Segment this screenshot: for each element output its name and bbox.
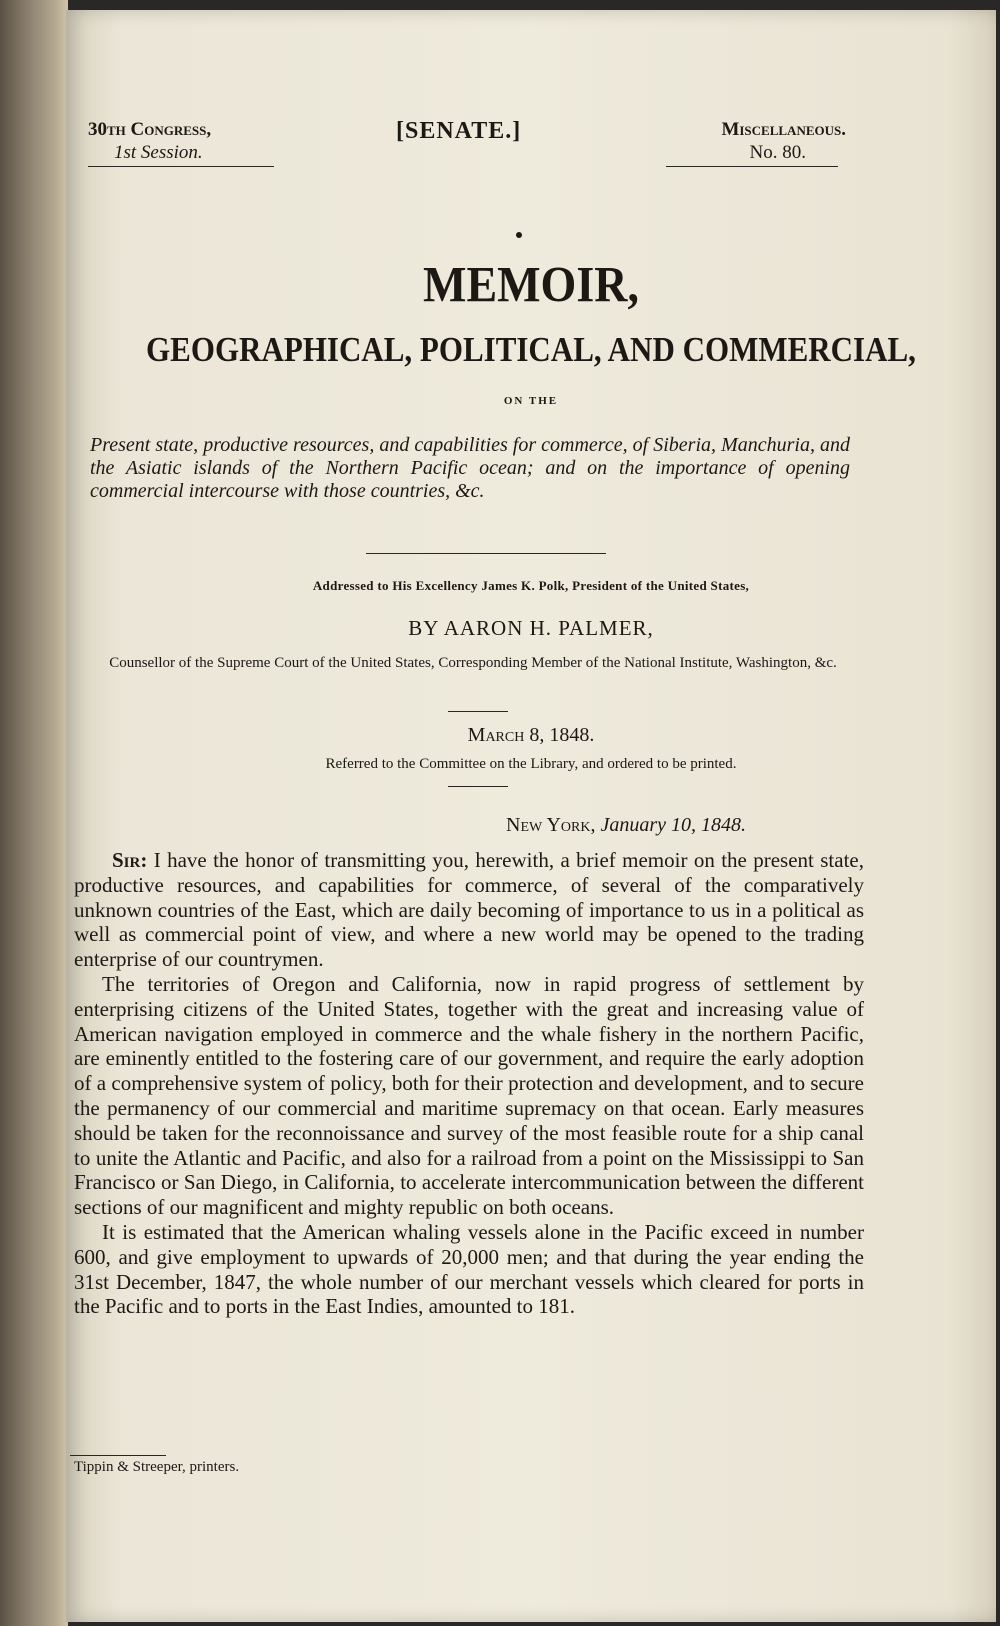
letter-paragraph: The territories of Oregon and California, now in rapid progress of settlement by enterprising citizens of the United States, together with the great and increasing value of American navigation employed in commerce and the whale fishery in the northern Pacific, are eminently entitled to the fostering care of our government, and require the early adoption of a comprehensive system of policy, both for their protection and development, and to secure the permanency of our commercial and maritime supremacy on that ocean. Early measures should be taken for the reconnoissance and survey of the most feasible route for a ship canal to unite the Atlantic and Pacific, and also for a railroad from a point on the Mississippi to San Francisco or San Diego, in California, to accelerate intercommunication between the different sections of our magnificent and mighty republic on both oceans. — [74, 971, 864, 1220]
category-label: Miscellaneous. — [721, 119, 846, 140]
referral-note: Referred to the Committee on the Library, and ordered to be printed. — [325, 756, 737, 772]
title-divider — [366, 553, 606, 554]
letter-body — [74, 848, 864, 1319]
ornament-dot — [516, 232, 522, 238]
memoir-description: Present state, productive resources, and capabilities for commerce, of Siberia, Manchuria, and the Asiatic islands of the Northern Pacific ocean; and on the importance of opening commercial intercourse with those countries, &c. — [90, 434, 850, 502]
header-right-rule — [666, 166, 838, 167]
addressed-line: Addressed to His Excellency James K. Polk, President of the United States, — [312, 578, 750, 593]
congress-session-header — [88, 118, 278, 164]
letter-paragraph: It is estimated that the American whaling vessels alone in the Pacific exceed in number 600, and give employment to upwards of 20,000 men; and that during the year ending the 31st December, 1847, the whole number of our merchant vessels which cleared for ports in the Pacific and to ports in the East Indies, amounted to 181. — [74, 1219, 864, 1319]
date-divider-bottom — [448, 786, 508, 787]
printer-credit: Tippin & Streeper, printers. — [74, 1459, 240, 1475]
document-date: March 8, 1848. — [467, 724, 595, 746]
document-number-header — [666, 118, 846, 164]
document-number: No. 80. — [749, 142, 806, 163]
page-title: MEMOIR, — [423, 256, 639, 313]
paragraph-text: I have the honor of transmitting you, herewith, a brief memoir on the present state, productive resources, and capabilities for commerce, of several of the comparatively unknown countries of the East, which are daily becoming of importance to us in a political as well as commercial point of view, and where a new world may be opened to the trading enterprise of our countrymen. — [74, 848, 864, 972]
author-line: BY AARON H. PALMER, — [408, 616, 654, 640]
author-credentials: Counsellor of the Supreme Court of the United States, Corresponding Member of the National Institute, Washington, &c. — [109, 655, 837, 671]
dateline-date: January 10, 1848. — [600, 814, 747, 836]
salutation: Sir: — [112, 848, 148, 872]
footer-rule — [70, 1455, 166, 1456]
chamber-label: [SENATE.] — [396, 118, 522, 144]
date-divider-top — [448, 711, 508, 712]
letter-dateline — [506, 814, 746, 837]
page-subtitle: GEOGRAPHICAL, POLITICAL, AND COMMERCIAL, — [146, 329, 916, 370]
letter-paragraph — [74, 848, 864, 972]
dateline-place: New York, — [506, 814, 596, 836]
header-left-rule — [88, 166, 274, 167]
congress-label: 30th Congress, — [88, 119, 212, 140]
on-the-label: ON THE — [503, 395, 559, 407]
document-page — [66, 10, 996, 1622]
session-label: 1st Session. — [114, 142, 203, 163]
book-binding-edge — [0, 0, 68, 1626]
